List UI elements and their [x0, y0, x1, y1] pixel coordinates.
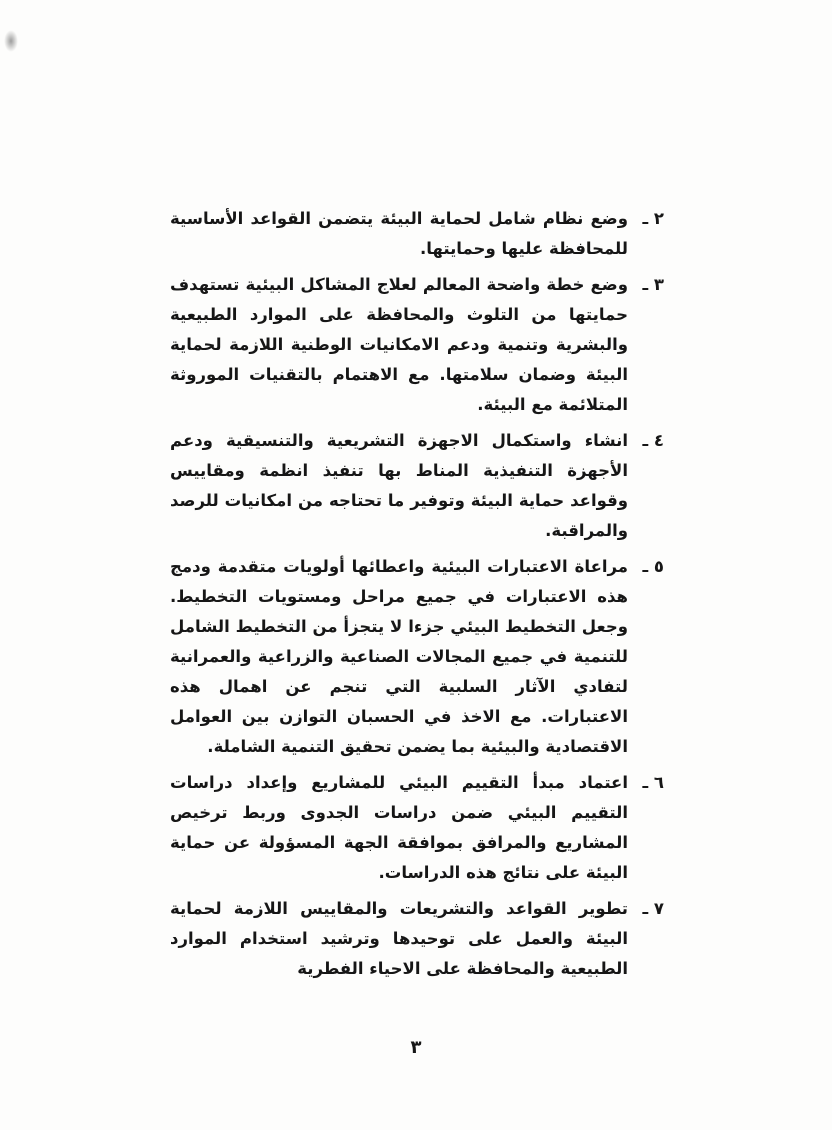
list-item-3 — [170, 270, 664, 420]
item-text: مراعاة الاعتبارات البيئية واعطائها أولويات متقدمة ودمج هذه الاعتبارات في جميع مراحل ومستويات التخطيط. وجعل التخطيط البيئي جزءا لا يتجزأ من التخطيط الشامل للتنمية في جميع المجالات الصناعية والزراعية والعمرانية لتفادي الآثار السلبية التي تنجم عن اهمال هذه الاعتبارات. مع الاخذ في الحسبان التوازن بين العوامل الاقتصادية والبيئية بما يضمن تحقيق التنمية الشاملة. — [170, 557, 628, 756]
item-text: اعتماد مبدأ التقييم البيئي للمشاريع وإعداد دراسات التقييم البيئي ضمن دراسات الجدوى وربط ترخيص المشاريع والمرافق بموافقة الجهة المسؤولة عن حماية البيئة على نتائج هذه الدراسات. — [170, 773, 628, 882]
list-item-6 — [170, 768, 664, 888]
item-text: تطوير القواعد والتشريعات والمقاييس اللازمة لحماية البيئة والعمل على توحيدها وترشيد استخدام الموارد الطبيعية والمحافظة على الاحياء الفطرية — [170, 899, 628, 978]
document-body — [170, 204, 664, 990]
item-number: ٤ ـ — [642, 431, 664, 450]
scan-artifact — [4, 30, 18, 52]
page-number: ٣ — [410, 1037, 422, 1058]
item-text: انشاء واستكمال الاجهزة التشريعية والتنسيقية ودعم الأجهزة التنفيذية المناط بها تنفيذ انظمة ومقاييس وقواعد حماية البيئة وتوفير ما تحتاجه من امكانيات للرصد والمراقبة. — [170, 431, 628, 540]
item-number: ٣ ـ — [642, 275, 664, 294]
list-item-2 — [170, 204, 664, 264]
item-number: ٧ ـ — [642, 899, 664, 918]
list-item-4 — [170, 426, 664, 546]
item-text: وضع نظام شامل لحماية البيئة يتضمن القواعد الأساسية للمحافظة عليها وحمايتها. — [170, 209, 628, 258]
list-item-5 — [170, 552, 664, 762]
item-number: ٦ ـ — [642, 773, 664, 792]
item-number: ٢ ـ — [642, 209, 664, 228]
item-number: ٥ ـ — [642, 557, 664, 576]
item-text: وضع خطة واضحة المعالم لعلاج المشاكل البيئية تستهدف حمايتها من التلوث والمحافظة على الموارد الطبيعية والبشرية وتنمية ودعم الامكانيات الوطنية اللازمة لحماية البيئة وضمان سلامتها. مع الاهتمام بالتقنيات الموروثة المتلائمة مع البيئة. — [170, 275, 628, 414]
list-item-7 — [170, 894, 664, 984]
